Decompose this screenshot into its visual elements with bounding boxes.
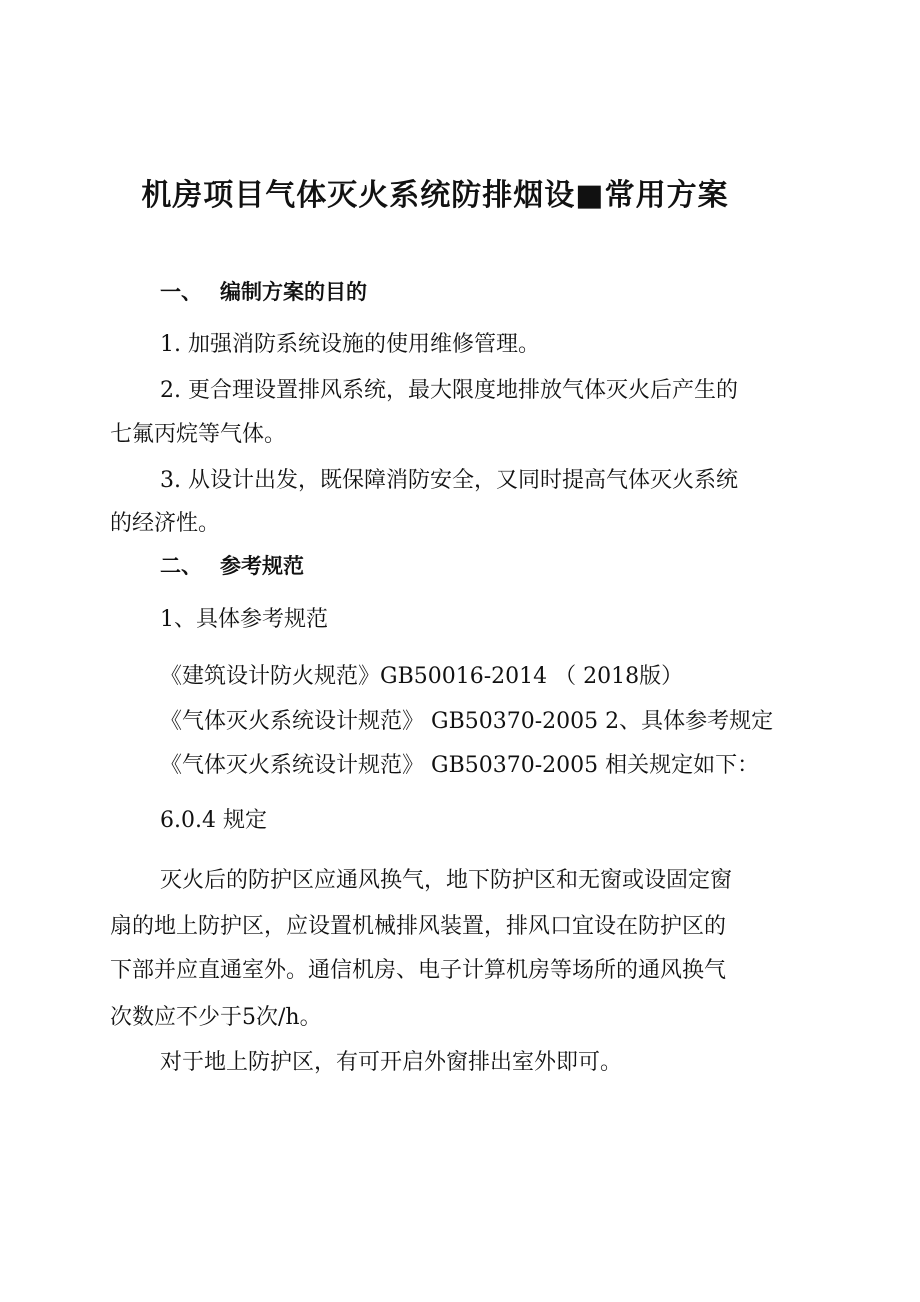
reference-subheading: 1、具体参考规范: [160, 607, 328, 632]
section-2-title: 参考规范: [220, 554, 304, 578]
clause-body-line-3: 下部并应直通室外。通信机房、电子计算机房等场所的通风换气: [110, 958, 727, 983]
reference-1: 《建筑设计防火规范》GB50016-2014 （ 2018版）: [160, 664, 684, 689]
purpose-item-3: 3. 从设计出发，既保障消防安全，又同时提高气体灭火系统: [160, 468, 738, 493]
reference-2: 《气体灭火系统设计规范》 GB50370-2005 2、具体参考规定: [160, 709, 774, 734]
clause-body-line-1: 灭火后的防护区应通风换气，地下防护区和无窗或设固定窗: [160, 868, 733, 893]
section-2-number: 二、: [160, 554, 202, 578]
clause-body-line-4: 次数应不少于5次/h。: [110, 1005, 322, 1030]
section-1-number: 一、: [160, 280, 202, 304]
purpose-item-3-cont: 的经济性。: [110, 511, 221, 536]
document-title: 机房项目气体灭火系统防排烟设■常用方案: [141, 178, 729, 213]
reference-3: 《气体灭火系统设计规范》 GB50370-2005 相关规定如下：: [160, 753, 760, 778]
purpose-item-2-cont: 七氟丙烷等气体。: [110, 422, 287, 447]
purpose-item-2: 2. 更合理设置排风系统，最大限度地排放气体灭火后产生的: [160, 378, 738, 403]
clause-body-line-5: 对于地上防护区，有可开启外窗排出室外即可。: [160, 1050, 623, 1075]
section-1-heading: [160, 277, 367, 307]
section-2-heading: [160, 551, 304, 581]
purpose-item-1: 1. 加强消防系统设施的使用维修管理。: [160, 332, 540, 357]
section-1-title: 编制方案的目的: [220, 280, 367, 304]
clause-body-line-2: 扇的地上防护区，应设置机械排风装置，排风口宜设在防护区的: [110, 914, 727, 939]
clause-number: 6.0.4 规定: [160, 808, 267, 833]
